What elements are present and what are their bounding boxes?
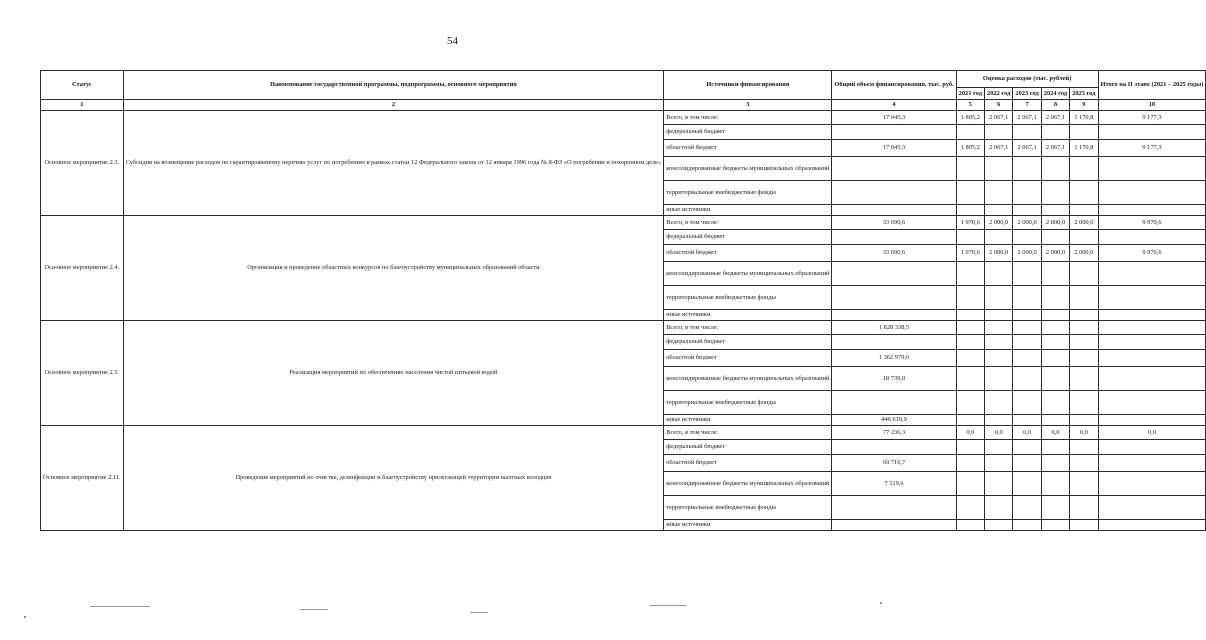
funding-source: консолидированные бюджеты муниципальных образований bbox=[664, 262, 832, 286]
funding-source: консолидированные бюджеты муниципальных образований bbox=[664, 472, 832, 496]
year-amount bbox=[1041, 455, 1069, 472]
total-amount bbox=[832, 310, 956, 321]
table-row bbox=[41, 426, 1206, 440]
column-number: 4 bbox=[832, 100, 956, 111]
stage-total-amount bbox=[1098, 205, 1206, 216]
header-year: 2022 год bbox=[985, 88, 1013, 100]
total-amount: 1 828 338,5 bbox=[832, 321, 956, 335]
year-amount bbox=[956, 520, 984, 531]
column-number-row bbox=[41, 100, 1206, 111]
year-amount: 2 067,1 bbox=[1013, 140, 1041, 157]
column-number: 2 bbox=[123, 100, 664, 111]
stage-total-amount bbox=[1098, 440, 1206, 455]
year-amount bbox=[956, 321, 984, 335]
total-amount bbox=[832, 520, 956, 531]
year-amount bbox=[956, 286, 984, 310]
year-amount: 2 000,0 bbox=[1070, 245, 1098, 262]
year-amount bbox=[1070, 350, 1098, 367]
year-amount bbox=[1013, 125, 1041, 140]
year-amount bbox=[1041, 125, 1069, 140]
total-amount bbox=[832, 205, 956, 216]
year-amount bbox=[1013, 440, 1041, 455]
year-amount: 0,0 bbox=[985, 426, 1013, 440]
year-amount bbox=[1013, 415, 1041, 426]
year-amount bbox=[985, 230, 1013, 245]
year-amount bbox=[1013, 520, 1041, 531]
funding-source: иные источники bbox=[664, 310, 832, 321]
total-amount: 17 045,3 bbox=[832, 140, 956, 157]
budget-table bbox=[40, 70, 1206, 531]
column-number: 6 bbox=[985, 100, 1013, 111]
year-amount bbox=[956, 335, 984, 350]
funding-source: Всего, в том числе: bbox=[664, 426, 832, 440]
year-amount bbox=[985, 335, 1013, 350]
year-amount bbox=[985, 181, 1013, 205]
year-amount: 2 000,0 bbox=[1013, 216, 1041, 230]
year-amount bbox=[1070, 415, 1098, 426]
scan-mark bbox=[90, 606, 150, 607]
year-amount bbox=[1041, 496, 1069, 520]
year-amount bbox=[1013, 335, 1041, 350]
year-amount bbox=[956, 415, 984, 426]
stage-total-amount bbox=[1098, 335, 1206, 350]
total-amount bbox=[832, 440, 956, 455]
stage-total-amount: 9 970,6 bbox=[1098, 245, 1206, 262]
column-number: 8 bbox=[1041, 100, 1069, 111]
total-amount: 33 690,6 bbox=[832, 245, 956, 262]
year-amount bbox=[956, 350, 984, 367]
stage-total-amount: 9 177,3 bbox=[1098, 140, 1206, 157]
year-amount bbox=[1013, 350, 1041, 367]
funding-source: областной бюджет bbox=[664, 455, 832, 472]
year-amount bbox=[985, 262, 1013, 286]
year-amount bbox=[1013, 367, 1041, 391]
year-amount bbox=[1013, 455, 1041, 472]
year-amount bbox=[985, 350, 1013, 367]
year-amount bbox=[1041, 230, 1069, 245]
year-amount bbox=[1041, 520, 1069, 531]
scan-mark bbox=[300, 609, 328, 610]
funding-source: территориальные внебюджетные фонды bbox=[664, 496, 832, 520]
column-number: 5 bbox=[956, 100, 984, 111]
stage-total-amount bbox=[1098, 391, 1206, 415]
year-amount bbox=[985, 415, 1013, 426]
stage-total-amount bbox=[1098, 520, 1206, 531]
year-amount bbox=[1041, 472, 1069, 496]
year-amount bbox=[1070, 335, 1098, 350]
funding-source: иные источники bbox=[664, 205, 832, 216]
year-amount bbox=[956, 391, 984, 415]
funding-source: консолидированные бюджеты муниципальных образований bbox=[664, 157, 832, 181]
year-amount bbox=[1070, 321, 1098, 335]
header-total: Общий объем финансирования, тыс. руб. bbox=[832, 71, 956, 100]
stage-total-amount bbox=[1098, 415, 1206, 426]
year-amount: 0,0 bbox=[1070, 426, 1098, 440]
header-row bbox=[41, 71, 1206, 88]
year-amount bbox=[1013, 286, 1041, 310]
total-amount: 69 716,7 bbox=[832, 455, 956, 472]
total-amount: 17 045,3 bbox=[832, 111, 956, 125]
stage-total-amount bbox=[1098, 472, 1206, 496]
total-amount: 1 362 979,6 bbox=[832, 350, 956, 367]
year-amount bbox=[956, 205, 984, 216]
funding-source: областной бюджет bbox=[664, 350, 832, 367]
scan-dot bbox=[24, 616, 26, 618]
year-amount bbox=[1041, 205, 1069, 216]
funding-source: федеральный бюджет bbox=[664, 230, 832, 245]
year-amount bbox=[1070, 205, 1098, 216]
year-amount bbox=[1070, 262, 1098, 286]
measure-name: Организация и проведение областных конкурсов по благоустройству муниципальных образований области bbox=[123, 216, 664, 321]
year-amount bbox=[1013, 230, 1041, 245]
year-amount: 2 000,0 bbox=[1041, 245, 1069, 262]
year-amount bbox=[956, 230, 984, 245]
total-amount bbox=[832, 335, 956, 350]
year-amount bbox=[1041, 310, 1069, 321]
funding-source: областной бюджет bbox=[664, 245, 832, 262]
measure-status: Основное мероприятие 2.11. bbox=[41, 426, 124, 531]
year-amount bbox=[1041, 335, 1069, 350]
measure-status: Основное мероприятие 2.3. bbox=[41, 111, 124, 216]
year-amount bbox=[985, 321, 1013, 335]
year-amount bbox=[985, 472, 1013, 496]
stage-total-amount bbox=[1098, 125, 1206, 140]
year-amount: 1 170,8 bbox=[1070, 111, 1098, 125]
funding-source: Всего, в том числе: bbox=[664, 216, 832, 230]
year-amount bbox=[1013, 310, 1041, 321]
stage-total-amount bbox=[1098, 455, 1206, 472]
stage-total-amount bbox=[1098, 157, 1206, 181]
year-amount bbox=[1070, 496, 1098, 520]
year-amount bbox=[1070, 391, 1098, 415]
column-number: 1 bbox=[41, 100, 124, 111]
funding-source: федеральный бюджет bbox=[664, 125, 832, 140]
stage-total-amount bbox=[1098, 262, 1206, 286]
scan-mark bbox=[470, 612, 488, 613]
table-row bbox=[41, 111, 1206, 125]
year-amount: 2 000,0 bbox=[1041, 216, 1069, 230]
funding-source: территориальные внебюджетные фонды bbox=[664, 181, 832, 205]
year-amount bbox=[1070, 520, 1098, 531]
year-amount bbox=[1070, 230, 1098, 245]
header-name: Наименование государственной программы, подпрограммы, основного мероприятия bbox=[123, 71, 664, 100]
year-amount: 1 170,8 bbox=[1070, 140, 1098, 157]
year-amount bbox=[985, 157, 1013, 181]
measure-name: Реализация мероприятий по обеспечению населения чистой питьевой водой bbox=[123, 321, 664, 426]
year-amount bbox=[1013, 181, 1041, 205]
year-amount bbox=[985, 455, 1013, 472]
year-amount: 0,0 bbox=[956, 426, 984, 440]
year-amount bbox=[956, 262, 984, 286]
total-amount bbox=[832, 262, 956, 286]
table-row bbox=[41, 321, 1206, 335]
year-amount bbox=[1041, 321, 1069, 335]
year-amount bbox=[985, 440, 1013, 455]
funding-source: федеральный бюджет bbox=[664, 335, 832, 350]
year-amount bbox=[1041, 181, 1069, 205]
stage-total-amount bbox=[1098, 367, 1206, 391]
scan-dot bbox=[880, 602, 882, 604]
total-amount bbox=[832, 391, 956, 415]
year-amount: 1 805,2 bbox=[956, 140, 984, 157]
year-amount bbox=[985, 520, 1013, 531]
year-amount bbox=[1041, 391, 1069, 415]
year-amount: 2 000,0 bbox=[1070, 216, 1098, 230]
year-amount bbox=[1070, 367, 1098, 391]
year-amount: 2 067,1 bbox=[985, 140, 1013, 157]
year-amount bbox=[1070, 181, 1098, 205]
year-amount bbox=[1070, 310, 1098, 321]
stage-total-amount: 0,0 bbox=[1098, 426, 1206, 440]
stage-total-amount: 9 177,3 bbox=[1098, 111, 1206, 125]
year-amount: 2 067,1 bbox=[1041, 140, 1069, 157]
total-amount bbox=[832, 181, 956, 205]
total-amount: 33 690,6 bbox=[832, 216, 956, 230]
measure-name: Проведение мероприятий по очистке, дезинфекции и благоустройству прилегающей территории шахтных колодцев bbox=[123, 426, 664, 531]
measure-name: Субсидия на возмещение расходов по гарантированному перечню услуг по погребению в рамках статьи 12 Федерального закона от 12 января 1996 года № 8-ФЗ «О погребении и похоронном деле» bbox=[123, 111, 664, 216]
total-amount bbox=[832, 286, 956, 310]
year-amount bbox=[1013, 472, 1041, 496]
header-year: 2025 год bbox=[1070, 88, 1098, 100]
year-amount bbox=[1041, 440, 1069, 455]
total-amount bbox=[832, 496, 956, 520]
year-amount bbox=[1070, 157, 1098, 181]
page-number: 54 bbox=[447, 35, 458, 47]
year-amount: 1 970,6 bbox=[956, 245, 984, 262]
year-amount bbox=[1041, 286, 1069, 310]
year-amount bbox=[985, 496, 1013, 520]
year-amount: 0,0 bbox=[1041, 426, 1069, 440]
stage-total-amount bbox=[1098, 181, 1206, 205]
scan-mark bbox=[650, 605, 686, 606]
year-amount bbox=[956, 472, 984, 496]
year-amount bbox=[1070, 472, 1098, 496]
year-amount bbox=[985, 391, 1013, 415]
table-row bbox=[41, 216, 1206, 230]
year-amount: 2 000,0 bbox=[985, 216, 1013, 230]
year-amount: 2 000,0 bbox=[1013, 245, 1041, 262]
stage-total-amount bbox=[1098, 286, 1206, 310]
total-amount: 446 619,9 bbox=[832, 415, 956, 426]
funding-source: Всего, в том числе: bbox=[664, 321, 832, 335]
header-year: 2021 год bbox=[956, 88, 984, 100]
year-amount bbox=[1013, 157, 1041, 181]
year-amount bbox=[956, 125, 984, 140]
header-sources: Источники финансирования bbox=[664, 71, 832, 100]
year-amount: 1 970,6 bbox=[956, 216, 984, 230]
stage-total-amount bbox=[1098, 321, 1206, 335]
year-amount bbox=[1041, 157, 1069, 181]
year-amount bbox=[1041, 415, 1069, 426]
year-amount bbox=[1013, 321, 1041, 335]
year-amount bbox=[985, 286, 1013, 310]
year-amount: 2 067,1 bbox=[1013, 111, 1041, 125]
funding-source: Всего, в том числе: bbox=[664, 111, 832, 125]
funding-source: иные источники bbox=[664, 415, 832, 426]
year-amount: 2 067,1 bbox=[1041, 111, 1069, 125]
year-amount bbox=[1070, 125, 1098, 140]
total-amount bbox=[832, 157, 956, 181]
year-amount bbox=[1013, 391, 1041, 415]
stage-total-amount: 9 970,6 bbox=[1098, 216, 1206, 230]
year-amount bbox=[1041, 262, 1069, 286]
column-number: 3 bbox=[664, 100, 832, 111]
funding-source: территориальные внебюджетные фонды bbox=[664, 391, 832, 415]
scan-artifacts bbox=[0, 600, 905, 640]
year-amount bbox=[956, 496, 984, 520]
year-amount bbox=[956, 310, 984, 321]
year-amount: 1 805,2 bbox=[956, 111, 984, 125]
year-amount bbox=[1070, 286, 1098, 310]
funding-source: территориальные внебюджетные фонды bbox=[664, 286, 832, 310]
header-estimate: Оценка расходов (тыс. рублей) bbox=[956, 71, 1098, 88]
year-amount bbox=[1041, 350, 1069, 367]
stage-total-amount bbox=[1098, 310, 1206, 321]
year-amount bbox=[956, 367, 984, 391]
total-amount bbox=[832, 125, 956, 140]
year-amount bbox=[956, 181, 984, 205]
total-amount bbox=[832, 230, 956, 245]
header-stage-total: Итого на II этапе (2021 – 2025 годы) bbox=[1098, 71, 1206, 100]
year-amount bbox=[1013, 496, 1041, 520]
total-amount: 77 236,3 bbox=[832, 426, 956, 440]
total-amount: 7 519,6 bbox=[832, 472, 956, 496]
year-amount bbox=[985, 367, 1013, 391]
column-number: 10 bbox=[1098, 100, 1206, 111]
year-amount bbox=[1013, 205, 1041, 216]
header-year: 2024 год bbox=[1041, 88, 1069, 100]
column-number: 9 bbox=[1070, 100, 1098, 111]
funding-source: консолидированные бюджеты муниципальных образований bbox=[664, 367, 832, 391]
header-status: Статус bbox=[41, 71, 124, 100]
funding-source: иные источники bbox=[664, 520, 832, 531]
year-amount bbox=[985, 125, 1013, 140]
stage-total-amount bbox=[1098, 230, 1206, 245]
funding-source: областной бюджет bbox=[664, 140, 832, 157]
year-amount bbox=[985, 205, 1013, 216]
budget-table-body bbox=[41, 71, 1206, 531]
year-amount bbox=[1013, 262, 1041, 286]
column-number: 7 bbox=[1013, 100, 1041, 111]
year-amount: 2 000,0 bbox=[985, 245, 1013, 262]
year-amount bbox=[956, 157, 984, 181]
header-year: 2023 год bbox=[1013, 88, 1041, 100]
year-amount bbox=[1070, 455, 1098, 472]
total-amount: 18 739,0 bbox=[832, 367, 956, 391]
stage-total-amount bbox=[1098, 350, 1206, 367]
year-amount: 2 067,1 bbox=[985, 111, 1013, 125]
funding-source: федеральный бюджет bbox=[664, 440, 832, 455]
year-amount: 0,0 bbox=[1013, 426, 1041, 440]
measure-status: Основное мероприятие 2.5. bbox=[41, 321, 124, 426]
year-amount bbox=[1070, 440, 1098, 455]
stage-total-amount bbox=[1098, 496, 1206, 520]
year-amount bbox=[1041, 367, 1069, 391]
year-amount bbox=[956, 455, 984, 472]
year-amount bbox=[956, 440, 984, 455]
year-amount bbox=[985, 310, 1013, 321]
measure-status: Основное мероприятие 2.4. bbox=[41, 216, 124, 321]
